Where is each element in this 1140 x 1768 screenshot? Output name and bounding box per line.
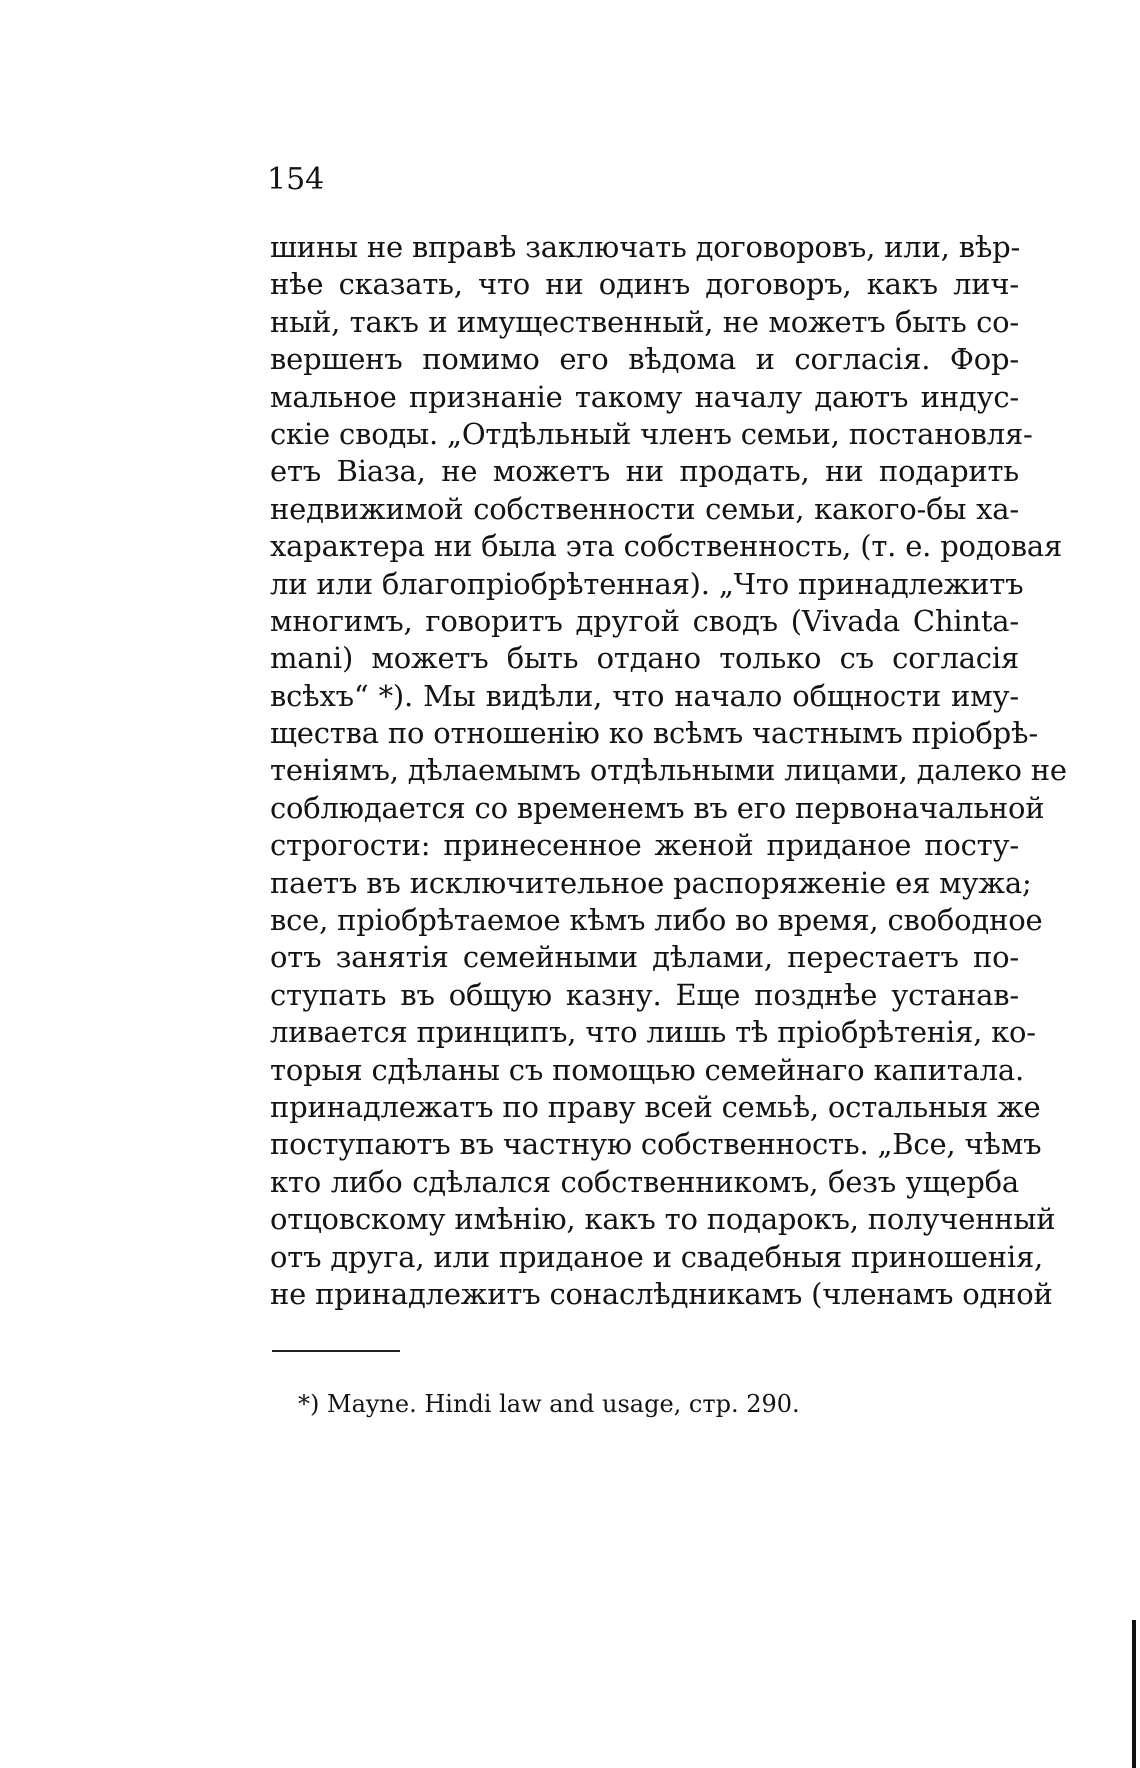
scan-edge-mark <box>1132 1620 1136 1768</box>
text-line: ный, такъ и имущественный, не можетъ быть со- <box>270 304 1019 339</box>
text-line: етъ Віаза, не можетъ ни продать, ни подарить <box>270 454 1019 489</box>
text-line: кто либо сдѣлался собственникомъ, безъ ущерба <box>270 1164 1019 1199</box>
text-line: отъ друга, или приданое и свадебныя приношенія, <box>270 1239 1044 1274</box>
text-line: ли или благопріобрѣтенная). „Что принадлежитъ <box>270 566 1024 601</box>
text-line: отцовскому имѣнію, какъ то подарокъ, полученный <box>270 1202 1056 1237</box>
text-line: многимъ, говоритъ другой сводъ (Vivada Chinta- <box>270 603 1019 638</box>
text-line: поступаютъ въ частную собственность. „Все, чѣмъ <box>270 1127 1042 1162</box>
footnote: *) Mayne. Hindi law and usage, стр. 290. <box>298 1390 800 1418</box>
footnote-divider <box>272 1350 400 1352</box>
text-line: отъ занятія семейными дѣлами, перестаетъ по- <box>270 940 1019 975</box>
text-line: ступать въ общую казну. Еще позднѣе устанав- <box>270 977 1019 1012</box>
text-line: всѣхъ“ *). Мы видѣли, что начало общности иму- <box>270 678 1019 713</box>
text-line: нѣе сказать, что ни одинъ договоръ, какъ лич- <box>270 267 1019 302</box>
body-text <box>270 229 1067 1313</box>
text-line: соблюдается со временемъ въ его первоначальной <box>270 790 1045 825</box>
text-line: шины не вправѣ заключать договоровъ, или, вѣр- <box>270 230 1021 264</box>
text-line: мальное признаніе такому началу даютъ индус- <box>270 379 1019 414</box>
text-line: строгости: принесенное женой приданое посту- <box>270 828 1019 863</box>
text-line: характера ни была эта собственность, (т. е. родовая <box>270 529 1063 564</box>
text-line: щества по отношенію ко всѣмъ частнымъ пріобрѣ- <box>270 716 1038 751</box>
text-line: недвижимой собственности семьи, какого-бы ха- <box>270 491 1019 526</box>
text-line: вершенъ помимо его вѣдома и согласія. Фор- <box>270 342 1019 377</box>
text-line: скіе своды. „Отдѣльный членъ семьи, постановля- <box>270 416 1033 451</box>
text-line: теніямъ, дѣлаемымъ отдѣльными лицами, далеко не <box>270 753 1067 788</box>
text-line: паетъ въ исключительное распоряженіе ея мужа; <box>270 865 1032 900</box>
text-line: не принадлежитъ сонаслѣдникамъ (членамъ одной <box>270 1276 1053 1311</box>
text-line: торыя сдѣланы съ помощью семейнаго капитала. <box>270 1052 1024 1087</box>
text-line: mani) можетъ быть отдано только съ согласія <box>270 641 1019 676</box>
page-number: 154 <box>267 162 325 197</box>
text-line: все, пріобрѣтаемое кѣмъ либо во время, свободное <box>270 903 1043 938</box>
text-line: принадлежатъ по праву всей семьѣ, остальныя же <box>270 1089 1041 1124</box>
text-line: ливается принципъ, что лишь тѣ пріобрѣтенія, ко- <box>270 1015 1036 1050</box>
